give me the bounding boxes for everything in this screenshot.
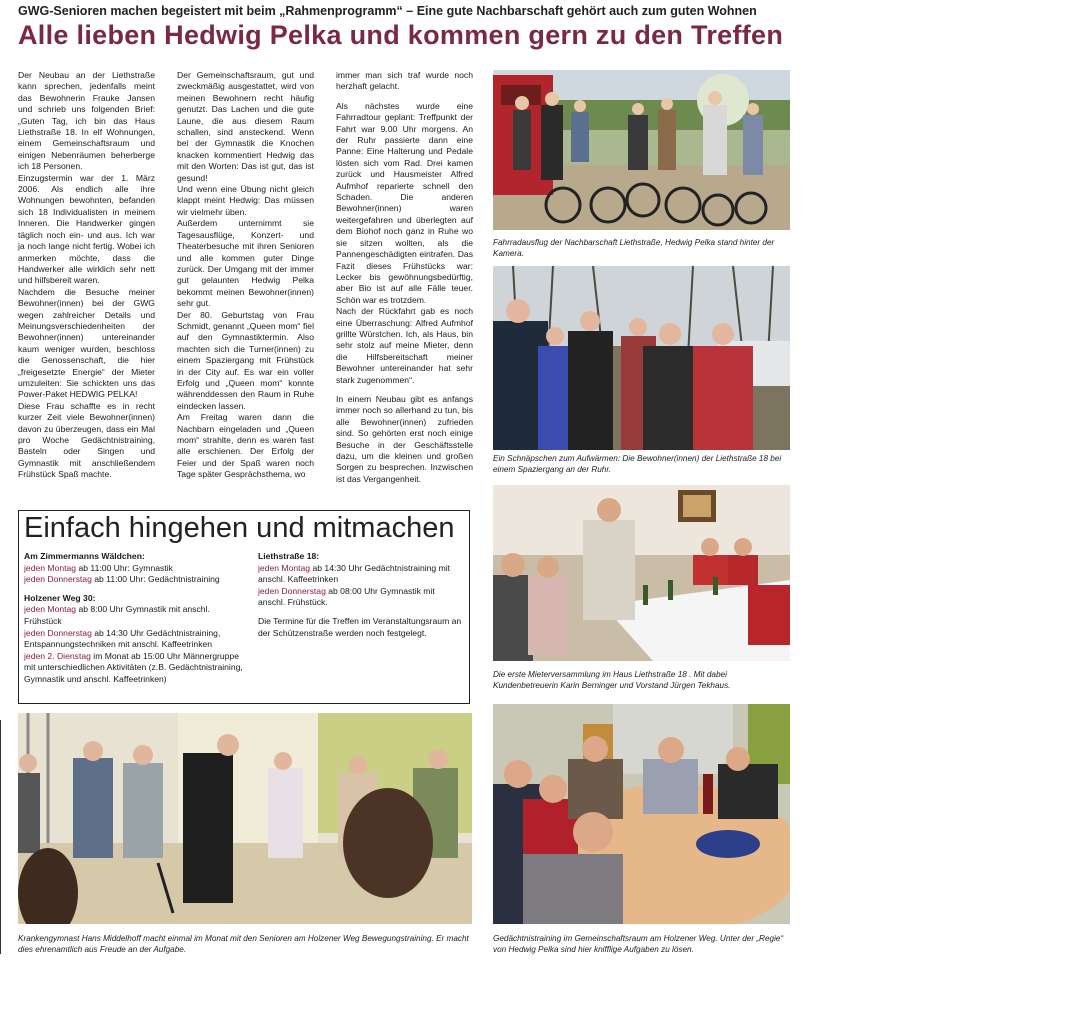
schedule-group [24, 551, 244, 586]
page-edge-rule [0, 720, 1, 954]
schedule-entry [24, 651, 244, 686]
schedule-day: jeden Montag [24, 562, 77, 573]
schedule-entry [24, 628, 244, 651]
paragraph: Der Neubau an der Liethstraße kann sprechen, jedenfalls meint das Bewohnerin Frauke Jansen und schrieb uns folgenden Brief: „Guten Tag, ich bin das Haus Liethstraße 18. In elf Wohnungen, einem Gemeinschaftsraum und einigen Nebenräumen beherberge ich 18 Personen. [18, 70, 155, 172]
schedule-text: ab 11:00 Uhr: Gymnastik [76, 562, 173, 573]
article-column-3 [336, 70, 473, 485]
caption-bicycle-trip: Fahrradausflug der Nachbarschaft Liethstraße, Hedwig Pelka stand hinter der Kamera. [493, 238, 775, 258]
photo-gymnastics [18, 713, 472, 924]
schedule-text: ab 14:30 Uhr Gedächtnistraining, Entspannungstechniken mit anschl. Kaffeetrinken [24, 627, 221, 650]
schedule-title: Einfach hingehen und mitmachen [24, 512, 455, 544]
photo-tenants-meeting [493, 485, 790, 661]
paragraph: Als nächstes wurde eine Fahrradtour geplant: Treffpunkt der Fahrt war 9.00 Uhr morgens. An der Ruhr passierte dann eine Panne: Eine Halterung und Pedale lösten sich vom Rad. Drei kamen zurück und Hausmeister Alfred Aufmhof reparierte schnell den Schaden. Die anderen Bewohner(innen) waren weitergefahren und überlegten auf dem Biohof noch ganz in Ruhe wo sie sitzen wollten, als die Pannengeschädigten eintrafen. Das Fazit dieses Frühstücks war: Lecker bis gewöhnungsbedürftig, aber Bio ist auf alle Fälle teuer. Schön war es trotzdem. [336, 100, 473, 305]
paragraph: Und wenn eine Übung nicht gleich klappt meint Hedwig: Das müssen wir vielmehr üben. [177, 184, 314, 217]
paragraph: In einem Neubau gibt es anfangs immer noch so allerhand zu tun, bis alle Bewohner(innen) zufrieden sind. So gehörten erst noch einige Besuche in der Geschäftsstelle dazu, um die kleinen und großen Sorgen zu besprechen. Inzwischen ist das Vergangenheit. [336, 393, 473, 484]
schedule-text: ab 08:00 Uhr Gymnastik mit anschl. Frühstück. [258, 585, 435, 608]
schedule-entry [258, 586, 463, 609]
schedule-entry [24, 563, 244, 575]
schedule-right-column [258, 551, 463, 639]
photo-memory-training [493, 704, 790, 924]
schedule-group [258, 551, 463, 609]
schedule-place: Am Zimmermanns Wäldchen: [24, 551, 145, 561]
paragraph: Am Freitag waren dann die Nachbarn eingeladen und „Queen mom“ strahlte, denn es waren fast alle erschienen. Der Erfolg der Feier und der Spaß waren noch Tage später Gesprächsthema, wo [177, 412, 314, 480]
photo-river-walk [493, 266, 790, 450]
article-column-2 [177, 70, 314, 481]
schedule-text: ab 11:00 Uhr: Gedächtnistraining [91, 574, 220, 585]
article-column-1 [18, 70, 155, 481]
caption-memory-training: Gedächtnistraining im Gemeinschaftsraum am Holzener Weg. Unter der „Regie“ von Hedwig Pelka sind hier knifflige Aufgaben zu lösen. [493, 934, 784, 954]
schedule-note: Die Termine für die Treffen im Veranstaltungsraum an der Schützenstraße werden noch festgelegt. [258, 615, 462, 638]
schedule-entry [258, 563, 463, 586]
schedule-box [18, 510, 470, 704]
paragraph: Nachdem die Besuche meiner Bewohner(innen) bei der GWG wegen zahlreicher Details und Meinungsverschiedenheiten der Bewohner(innen) untereinander kaum weniger wurden, beschloss die Genossenschaft, die hier „freigesetzte Energie“ der Mieter umzuleiten: Sie schickten uns das Power-Paket HEDWIG PELKA! [18, 286, 155, 400]
schedule-day: jeden Montag [258, 562, 311, 573]
paragraph: Außerdem unternimmt sie Tagesausflüge, Konzert- und Theaterbesuche mit ihren Senioren und alle kommen guter Dinge zurück. Der Umgang mit der immer gut gelaunten Hedwig Pelka bekommt meinen Bewohner(innen) sehr gut. [177, 218, 314, 309]
schedule-group [24, 593, 244, 686]
schedule-day: jeden Montag [24, 604, 77, 615]
headline: Alle lieben Hedwig Pelka und kommen gern zu den Treffen [18, 20, 784, 50]
schedule-text: im Monat ab 15:00 Uhr Männergruppe mit unterschiedlichen Aktivitäten (z.B. Gedächtnistraining, Gymnastik und anschl. Kaffeetrinken) [24, 650, 243, 684]
paragraph: Der 80. Geburtstag von Frau Schmidt, genannt „Queen mom“ fiel auf den Gymnastiktermin. Also machten sich die Turner(innen) zu einem Spaziergang mit Frühstück in der City auf. Es war ein voller Erfolg und „Queen mom“ konnte währenddessen den Raum in Ruhe eindecken lassen. [177, 309, 314, 411]
schedule-text: ab 14:30 Uhr Gedächtnistraining mit anschl. Kaffeetrinken [258, 562, 451, 585]
caption-river-walk: Ein Schnäpschen zum Aufwärmen: Die Bewohner(innen) der Liethstraße 18 bei einem Spaziergang an der Ruhr. [493, 454, 782, 474]
caption-tenants-meeting: Die erste Mieterversammlung im Haus Liethstraße 18 . Mit dabei Kundenbetreuerin Karin Berninger und Vorstand Jürgen Tekhaus. [493, 670, 731, 690]
schedule-place: Holzener Weg 30: [24, 592, 96, 603]
caption-gymnastics: Krankengymnast Hans Middelhoff macht einmal im Monat mit den Senioren am Holzener Weg Bewegungstraining. Er macht dies ehrenamtlich aus Freude an der Aufgabe. [18, 934, 469, 954]
schedule-entry [24, 604, 244, 627]
schedule-day: jeden Donnerstag [24, 574, 92, 585]
paragraph: Einzugstermin war der 1. März 2006. Als endlich alle ihre Wohnungen bewohnten, befanden sich 18 Individualisten in meinem Inneren. Die Handwerker gingen täglich noch ein- und aus. Ich war ja noch lange nicht fertig. Wobei ich anmerken möchte, dass die Handwerker alle wirklich sehr nett und hilfsbereit waren. [18, 172, 155, 286]
paragraph: Diese Frau schaffte es in recht kurzer Zeit viele Bewohner(innen) davon zu überzeugen, dass ein Mal pro Woche Gedächtnistraining, Basteln oder Singen und Gymnastik mit anschließendem Frühstück Spaß machte. [18, 400, 155, 480]
schedule-left-column [24, 551, 244, 693]
paragraph: Nach der Rückfahrt gab es noch eine Überraschung: Alfred Aufmhof grillte Würstchen. Ich, als Haus, bin sehr stolz auf meine Mieter, denn die Hilfsbereitschaft meiner Bewohner untereinander hat sehr stark zugenommen“. [336, 306, 473, 385]
schedule-entry [24, 574, 244, 586]
schedule-text: ab 8:00 Uhr Gymnastik mit anschl. Frühstück [24, 604, 210, 626]
schedule-day: jeden Donnerstag [258, 585, 326, 596]
paragraph: immer man sich traf wurde noch herzhaft gelacht. [336, 70, 473, 92]
schedule-day: jeden Donnerstag [24, 627, 92, 638]
schedule-day: jeden 2. Dienstag [24, 650, 91, 661]
paragraph: Der Gemeinschaftsraum, gut und zweckmäßig ausgestattet, wird von meinen Bewohnern recht häufig genutzt. Das Lachen und die gute Laune, die aus diesem Raum schallen, sind ansteckend. Wenn bei der Gymnastik die Knochen knacken kommentiert Hedwig das mit den Worten: Das ist gut, das ist gesund! [177, 70, 314, 183]
kicker: GWG-Senioren machen begeistert mit beim „Rahmenprogramm“ – Eine gute Nachbarschaft gehört auch zum guten Wohnen [18, 4, 757, 18]
photo-bicycle-trip [493, 70, 790, 230]
schedule-place: Liethstraße 18: [258, 551, 320, 561]
